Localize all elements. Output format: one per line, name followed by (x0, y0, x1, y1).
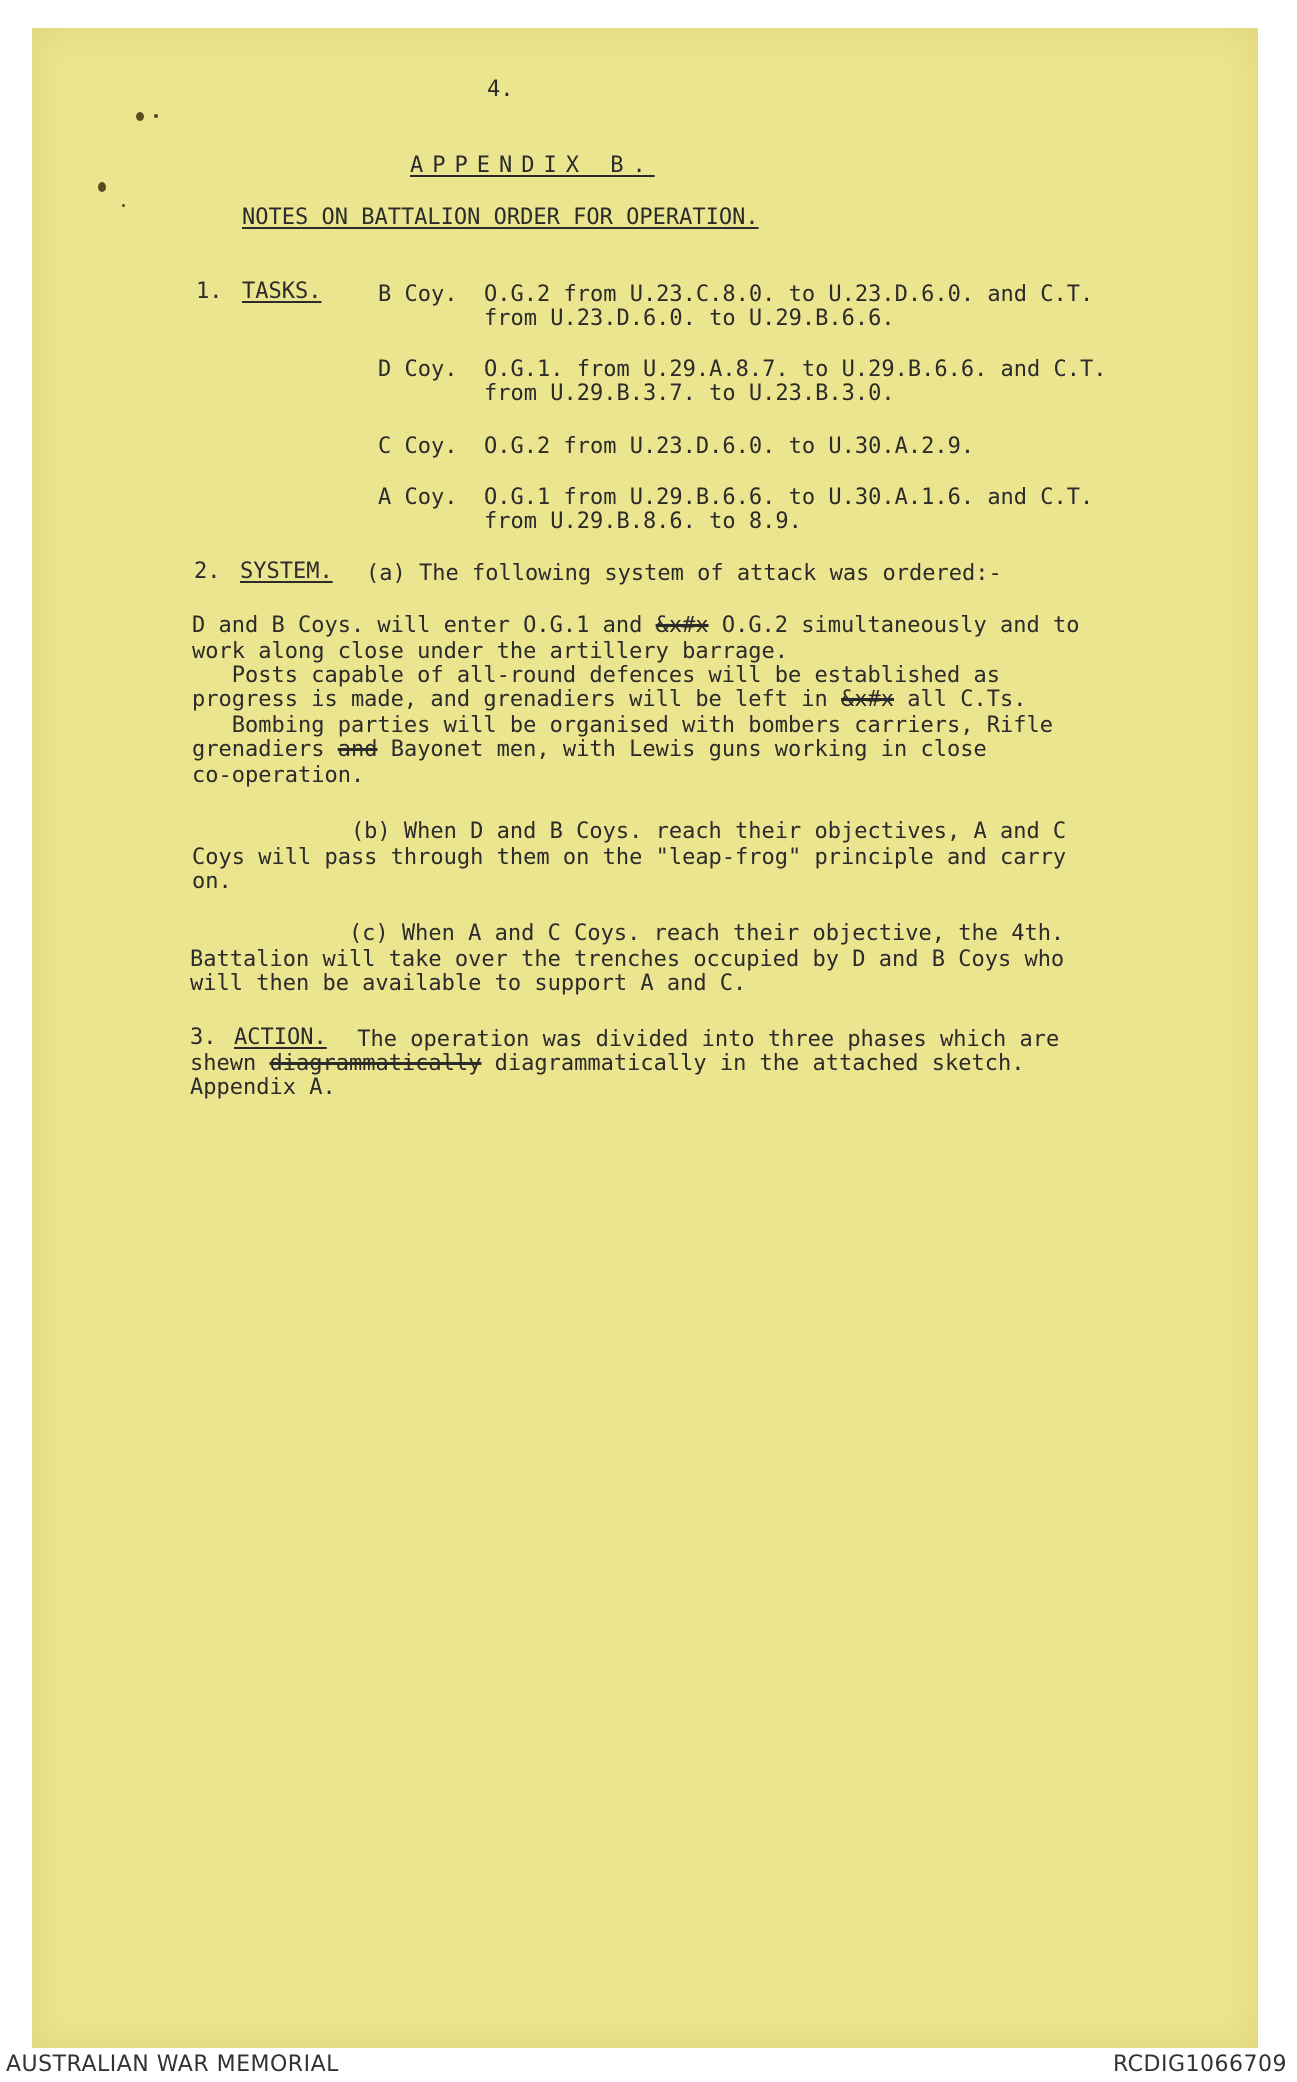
system-a-intro: (a) The following system of attack was ordered:- (366, 561, 1002, 586)
task-line: from U.23.D.6.0. to U.29.B.6.6. (484, 306, 895, 331)
paragraph-line: Battalion will take over the trenches occupied by D and B Coys who (190, 947, 1065, 972)
section-heading-tasks: TASKS. (242, 279, 322, 304)
task-line: O.G.1 from U.29.B.6.6. to U.30.A.1.6. and C.T. (484, 485, 1094, 510)
footer-archive-name: AUSTRALIAN WAR MEMORIAL (6, 2052, 339, 2077)
section-number: 1. (196, 279, 223, 304)
stain-mark (122, 204, 125, 207)
paragraph-line: Coys will pass through them on the "leap-frog" principle and carry (192, 845, 1067, 870)
paragraph-line: Posts capable of all-round defences will be established as (192, 663, 1000, 688)
footer-record-id: RCDIG1066709 (1112, 2052, 1287, 2077)
paragraph-line: progress is made, and grenadiers will be left in &x#x all C.Ts. (192, 687, 1027, 712)
task-line: O.G.1. from U.29.A.8.7. to U.29.B.6.6. and C.T. (484, 357, 1107, 382)
section-heading-action: ACTION. (234, 1025, 327, 1050)
task-coy: C Coy. (378, 434, 458, 459)
task-coy: B Coy. (378, 282, 458, 307)
task-line: O.G.2 from U.23.C.8.0. to U.23.D.6.0. and C.T. (484, 282, 1094, 307)
task-coy: D Coy. (378, 357, 458, 382)
paragraph-line: Appendix A. (190, 1075, 336, 1100)
paragraph-line: will then be available to support A and C. (190, 971, 747, 996)
task-line: O.G.2 from U.23.D.6.0. to U.30.A.2.9. (484, 434, 975, 459)
appendix-title: APPENDIX B. (410, 153, 655, 178)
paragraph-line: (b) When D and B Coys. reach their objectives, A and C (192, 819, 1067, 844)
section-number: 2. (194, 559, 221, 584)
paragraph-line: work along close under the artillery barrage. (192, 639, 789, 664)
paragraph-line: shewn diagrammatically diagrammatically in the attached sketch. (190, 1051, 1025, 1076)
section-number: 3. (190, 1025, 217, 1050)
paragraph-line: The operation was divided into three phases which are (344, 1027, 1060, 1052)
task-line: from U.29.B.3.7. to U.23.B.3.0. (484, 381, 895, 406)
task-line: from U.29.B.8.6. to 8.9. (484, 509, 802, 534)
task-coy: A Coy. (378, 485, 458, 510)
section-heading-system: SYSTEM. (240, 559, 333, 584)
paragraph-line: D and B Coys. will enter O.G.1 and &x#x O.G.2 simultaneously and to (192, 613, 1080, 638)
page-number: 4. (487, 77, 514, 102)
paragraph-line: co-operation. (192, 763, 365, 788)
paragraph-line: (c) When A and C Coys. reach their objective, the 4th. (190, 921, 1065, 946)
paragraph-line: on. (192, 869, 232, 894)
stain-mark (154, 114, 158, 118)
stain-mark (98, 182, 106, 192)
stain-mark (136, 112, 144, 121)
notes-subtitle: NOTES ON BATTALION ORDER FOR OPERATION. (242, 205, 759, 230)
paragraph-line: Bombing parties will be organised with bombers carriers, Rifle (192, 713, 1053, 738)
paragraph-line: grenadiers and Bayonet men, with Lewis guns working in close (192, 737, 987, 762)
